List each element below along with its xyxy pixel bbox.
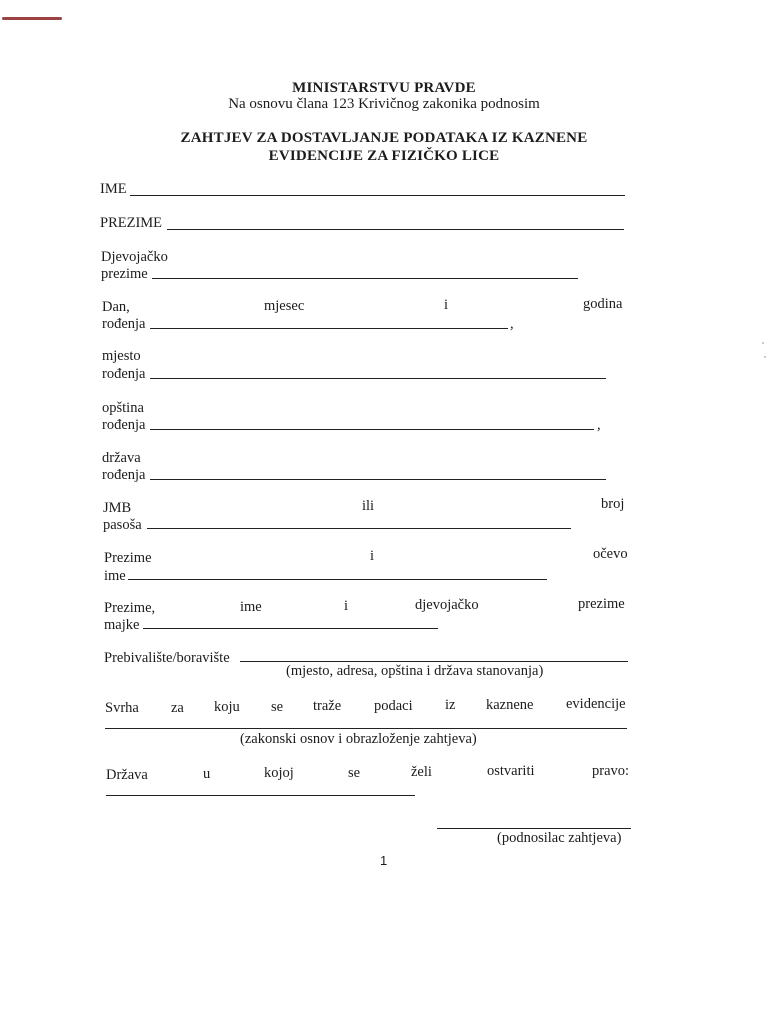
- svrha-word-1: Svrha: [105, 700, 139, 716]
- ostvariti-word-6: ostvariti: [487, 763, 535, 779]
- djevojacko-label-2: prezime: [101, 266, 148, 282]
- jmb-fill-line[interactable]: [147, 528, 571, 529]
- datum-fill-line[interactable]: [150, 328, 508, 329]
- svrha-word-9: evidencije: [566, 696, 626, 712]
- form-title-line1: ZAHTJEV ZA DOSTAVLJANJE PODATAKA IZ KAZNENE: [180, 130, 588, 146]
- opstina-label-1: opština: [102, 400, 144, 416]
- svrha-word-4: se: [271, 699, 284, 715]
- datum-word-godina: godina: [583, 296, 623, 312]
- datum-word-rodjenja: rođenja: [102, 316, 146, 332]
- datum-word-mjesec: mjesec: [264, 298, 305, 314]
- jmb-word-1: JMB: [103, 500, 132, 516]
- ostvariti-word-3: kojoj: [264, 765, 294, 781]
- ostvariti-word-5: želi: [411, 764, 432, 780]
- majka-word-6: majke: [104, 617, 140, 633]
- jmb-word-3: broj: [601, 496, 625, 512]
- datum-comma: ,: [510, 316, 514, 332]
- majka-word-4: djevojačko: [415, 597, 479, 613]
- svrha-word-2: za: [171, 700, 184, 716]
- scan-speck: [764, 356, 766, 358]
- corner-ink-mark: [2, 17, 62, 20]
- prebivaliste-fill-line[interactable]: [240, 661, 628, 662]
- svrha-word-5: traže: [313, 698, 342, 714]
- ostvariti-word-1: Država: [106, 767, 148, 783]
- page-number: 1: [380, 853, 388, 868]
- mjesto-fill-line[interactable]: [150, 378, 606, 379]
- prezime-label: PREZIME: [100, 215, 163, 231]
- recipient-heading: MINISTARSTVU PRAVDE: [292, 80, 476, 96]
- otac-word-4: ime: [104, 568, 126, 584]
- opstina-comma: ,: [597, 417, 601, 433]
- signature-caption: (podnosilac zahtjeva): [497, 830, 622, 846]
- otac-word-1: Prezime: [104, 550, 152, 566]
- mjesto-label-1: mjesto: [102, 348, 141, 364]
- drzava-label-2: rođenja: [102, 467, 146, 483]
- majka-word-1: Prezime,: [104, 600, 156, 616]
- prebivaliste-label: Prebivalište/boravište: [104, 650, 230, 666]
- scan-speck: [762, 342, 764, 344]
- majka-word-3: i: [344, 598, 349, 614]
- ime-fill-line[interactable]: [130, 195, 625, 196]
- majka-fill-line[interactable]: [143, 628, 438, 629]
- svrha-word-8: kaznene: [486, 697, 534, 713]
- svrha-word-3: koju: [214, 699, 240, 715]
- djevojacko-label-1: Djevojačko: [101, 249, 168, 265]
- legal-basis-line: Na osnovu člana 123 Krivičnog zakonika podnosim: [228, 96, 540, 112]
- opstina-fill-line[interactable]: [150, 429, 594, 430]
- drzava-label-1: država: [102, 450, 141, 466]
- jmb-word-2: ili: [362, 498, 375, 514]
- prezime-fill-line[interactable]: [167, 229, 624, 230]
- ostvariti-fill-line[interactable]: [106, 795, 415, 796]
- opstina-label-2: rođenja: [102, 417, 146, 433]
- svrha-word-7: iz: [445, 697, 456, 713]
- prebivaliste-hint: (mjesto, adresa, opština i država stanovanja): [286, 663, 544, 679]
- ime-label: IME: [100, 181, 127, 197]
- svrha-fill-line[interactable]: [105, 728, 627, 729]
- svrha-word-6: podaci: [374, 698, 413, 714]
- majka-word-2: ime: [240, 599, 262, 615]
- majka-word-5: prezime: [578, 596, 625, 612]
- djevojacko-fill-line[interactable]: [152, 278, 578, 279]
- jmb-word-4: pasoša: [103, 517, 142, 533]
- form-title-line2: EVIDENCIJE ZA FIZIČKO LICE: [268, 148, 500, 164]
- svrha-hint: (zakonski osnov i obrazloženje zahtjeva): [240, 731, 477, 747]
- otac-fill-line[interactable]: [128, 579, 547, 580]
- ostvariti-word-2: u: [203, 766, 211, 782]
- otac-word-2: i: [370, 548, 375, 564]
- datum-word-dan: Dan,: [102, 299, 130, 315]
- drzava-fill-line[interactable]: [150, 479, 606, 480]
- mjesto-label-2: rođenja: [102, 366, 146, 382]
- ostvariti-word-4: se: [348, 765, 361, 781]
- datum-word-i: i: [444, 297, 449, 313]
- signature-line[interactable]: [437, 828, 631, 829]
- otac-word-3: očevo: [593, 546, 628, 562]
- ostvariti-word-7: pravo:: [592, 763, 630, 779]
